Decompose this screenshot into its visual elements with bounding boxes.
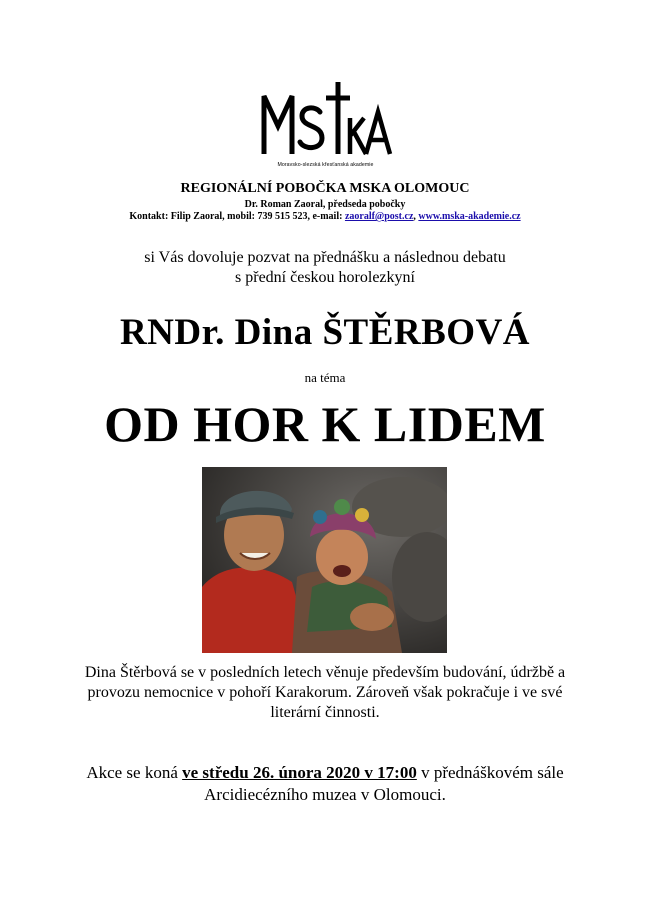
event-info xyxy=(45,762,605,806)
mska-logo-icon xyxy=(258,78,393,162)
contact-line xyxy=(0,211,650,222)
event-prefix: Akce se koná xyxy=(86,763,178,782)
logo-subtitle: Moravsko-slezská křesťanská akademie xyxy=(277,162,374,168)
event-datetime: ve středu 26. února 2020 v 17:00 xyxy=(182,763,417,782)
mska-logo xyxy=(258,78,393,170)
invitation-line-2: s přední českou horolezkyní xyxy=(235,269,415,286)
event-location: v přednáškovém sále Arcidiecézního muzea v Olomouci. xyxy=(204,763,564,804)
chairman-line: Dr. Roman Zaoral, předseda pobočky xyxy=(244,199,406,210)
description-paragraph: Dina Štěrbová se v posledních letech věnuje především budování, údržbě a provozu nemocnice v pohoří Karakorum. Zároveň však pokračuje i ve své literární činnosti. xyxy=(84,664,566,721)
email-link[interactable]: zaoralf@post.cz xyxy=(344,211,414,222)
theme-label: na téma xyxy=(304,370,346,385)
speaker-name: RNDr. Dina ŠTĚRBOVÁ xyxy=(119,312,531,353)
contact-prefix: Kontakt: Filip Zaoral, mobil: 739 515 523, e-mail: xyxy=(129,211,343,222)
contact-separator: , xyxy=(413,211,416,222)
invitation-text xyxy=(0,248,650,288)
organization-heading: REGIONÁLNÍ POBOČKA MSKA OLOMOUC xyxy=(180,181,470,196)
website-link[interactable]: www.mska-akademie.cz xyxy=(418,211,521,222)
invitation-line-1: si Vás dovoluje pozvat na přednášku a následnou debatu xyxy=(144,249,506,266)
photo-woman-with-child-icon xyxy=(202,467,447,653)
lecture-title: OD HOR K LIDEM xyxy=(104,396,546,452)
